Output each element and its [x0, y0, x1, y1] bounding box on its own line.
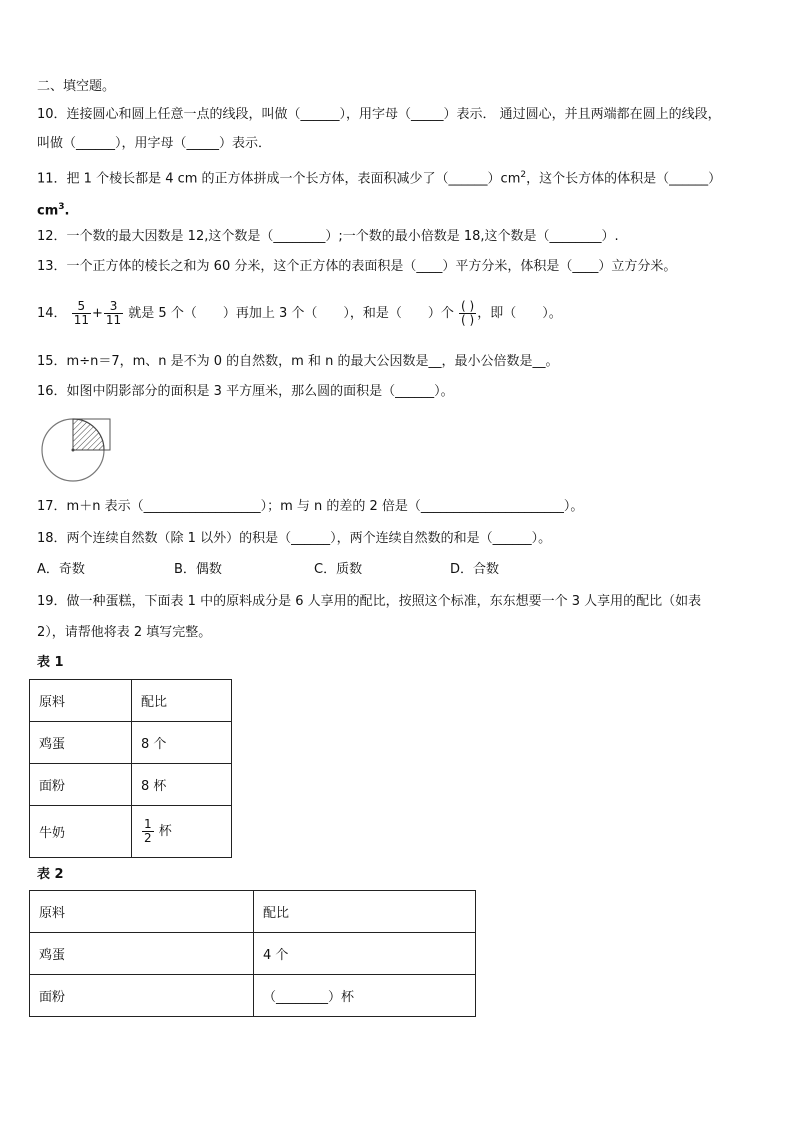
table-cell-milk-ratio [132, 806, 232, 858]
option-b: B．偶数 [174, 562, 222, 577]
superscript-3: 3 [58, 202, 65, 212]
table-row [30, 975, 476, 1017]
table-cell: 面粉 [30, 764, 132, 806]
milk-fraction-denominator: 2 [144, 831, 152, 845]
table-cell: 8 杯 [132, 764, 232, 806]
question-14 [37, 296, 562, 332]
question-10-line-2: 叫做（______），用字母（_____）表示． [37, 136, 272, 151]
table-header-cell: 配比 [254, 891, 476, 933]
table-2 [29, 890, 476, 1017]
fraction-blank-numerator: ( ) [461, 299, 475, 313]
table-row [30, 806, 232, 858]
fraction-blank-denominator: ( ) [461, 313, 475, 327]
question-14-middle: 就是 5 个（ ）再加上 3 个（ ），和是（ ）个 [128, 306, 454, 321]
question-18-options [37, 561, 499, 579]
table-cell: 面粉 [30, 975, 254, 1017]
question-15: 15．m÷n＝7，m、n 是不为 0 的自然数，m 和 n 的最大公因数是__，最小公倍数是__。 [37, 354, 559, 369]
question-17: 17．m＋n 表示（__________________）；m 与 n 的差的 2 倍是（______________________）。 [37, 499, 584, 514]
table-row [30, 891, 476, 933]
option-a: A．奇数 [37, 562, 85, 577]
table-1 [29, 679, 232, 858]
fraction-blank [459, 300, 476, 327]
question-11-line-2 [37, 198, 69, 220]
milk-fraction-numerator: 1 [144, 817, 152, 831]
option-c: C．质数 [314, 562, 363, 577]
table-header-cell: 原料 [30, 891, 254, 933]
milk-fraction [142, 818, 154, 845]
table-cell: （________）杯 [254, 975, 476, 1017]
fraction-1-numerator: 5 [72, 300, 91, 314]
fraction-3-11 [104, 300, 123, 327]
fraction-2-denominator: 11 [105, 313, 122, 327]
table-cell: 鸡蛋 [30, 722, 132, 764]
fraction-2-numerator: 3 [104, 300, 123, 314]
table-row [30, 722, 232, 764]
question-18: 18．两个连续自然数（除 1 以外）的积是（______），两个连续自然数的和是（______）。 [37, 531, 552, 546]
question-14-number: 14． [37, 306, 67, 321]
table-cell: 4 个 [254, 933, 476, 975]
table-cell: 鸡蛋 [30, 933, 254, 975]
question-12: 12．一个数的最大因数是 12,这个数是（________）;一个数的最小倍数是 18,这个数是（________）. [37, 229, 619, 244]
fraction-5-11 [72, 300, 91, 327]
question-11-line-1 [37, 166, 721, 188]
table-header-cell: 原料 [30, 680, 132, 722]
unit-cm: cm [37, 203, 59, 219]
period: . [64, 203, 70, 219]
table-header-cell: 配比 [132, 680, 232, 722]
table-cell: 牛奶 [30, 806, 132, 858]
milk-unit: 杯 [158, 824, 172, 839]
fraction-1-denominator: 11 [73, 313, 89, 327]
center-point [72, 449, 75, 452]
question-16: 16．如图中阴影部分的面积是 3 平方厘米，那么圆的面积是（______）。 [37, 384, 454, 399]
plus-sign: + [91, 306, 103, 321]
question-19-line-2: 2），请帮他将表 2 填写完整。 [37, 625, 212, 640]
table-row [30, 680, 232, 722]
question-11-text-b: ，这个长方体的体积是（______） [526, 171, 722, 187]
question-19-line-1: 19．做一种蛋糕，下面表 1 中的原料成分是 6 人享用的配比，按照这个标准，东东想要一个 3 人享用的配比（如表 [37, 594, 702, 609]
table-row [30, 764, 232, 806]
table-1-caption: 表 1 [37, 655, 64, 670]
option-d: D．合数 [450, 562, 500, 577]
table-2-caption: 表 2 [37, 867, 64, 882]
table-cell: 8 个 [132, 722, 232, 764]
question-11-text-a: 11．把 1 个棱长都是 4 cm 的正方体拼成一个长方体，表面积减少了（______）cm [37, 171, 521, 187]
section-title: 二、填空题。 [37, 79, 116, 94]
question-14-end: ，即（ ）。 [477, 306, 562, 321]
circle-shaded-figure [38, 414, 114, 484]
question-10-line-1: 10．连接圆心和圆上任意一点的线段，叫做（______），用字母（_____）表示． 通过圆心，并且两端都在圆上的线段， [37, 107, 721, 122]
question-13: 13．一个正方体的棱长之和为 60 分米，这个正方体的表面积是（____）平方分米，体积是（____）立方分米。 [37, 259, 677, 274]
table-row [30, 933, 476, 975]
superscript-2: 2 [520, 170, 527, 180]
shaded-quarter-circle [73, 419, 104, 450]
